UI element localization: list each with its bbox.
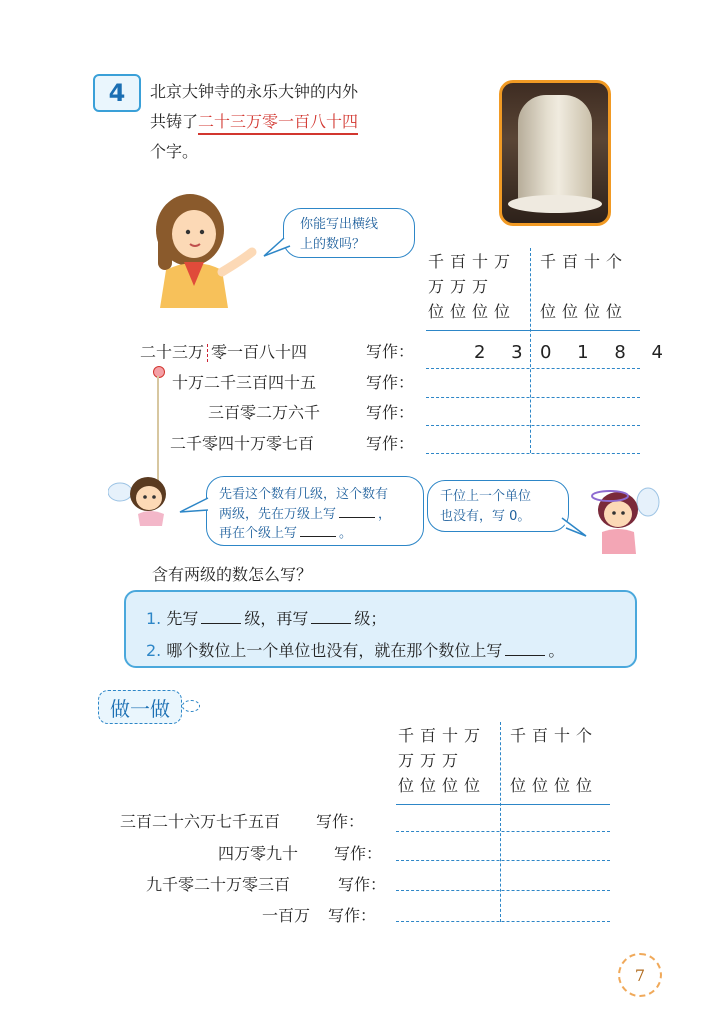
angel-boy-illustration [108, 470, 178, 528]
girl-speech-bubble [283, 208, 415, 258]
practice-ge-spacer [510, 749, 598, 774]
summary-blank-second[interactable] [311, 623, 351, 624]
hint-line2-text: 两级，先在万级上写 [219, 506, 337, 522]
hint-line3 [219, 524, 411, 544]
row1-answer-line [426, 368, 640, 369]
practice-row3-answer-line[interactable] [396, 890, 610, 891]
row1-split-mark [207, 344, 208, 362]
row4-number-words: 二千零四十万零七百 [170, 434, 315, 453]
hint-blank-wan[interactable] [339, 517, 375, 518]
practice-wan-row1: 千百十万 [398, 726, 487, 745]
summary-item2-text-a: 哪个数位上一个单位也没有，就在那个数位上写 [166, 641, 503, 660]
practice-row4-number-words: 一百万 [262, 906, 311, 925]
hint-line1: 先看这个数有几级，这个数有 [219, 487, 389, 502]
row1-ge-digits: 0 1 8 4 [540, 342, 673, 363]
row3-write-label: 写作： [366, 403, 415, 422]
practice-row4-answer-line[interactable] [396, 921, 610, 922]
practice-ge-row3: 位位位位 [510, 775, 599, 795]
row4-answer-line[interactable] [426, 453, 640, 454]
practice-wan-row2: 万万万 [398, 750, 465, 770]
practice-group-divider [500, 722, 501, 922]
hint-bubble-tail [178, 496, 210, 516]
summary-item2 [146, 638, 564, 661]
summary-item2-number: 2. [146, 641, 162, 660]
summary-item1-text-b: 级，再写 [244, 609, 309, 628]
ge-header-row1: 千百十个 [540, 252, 629, 271]
row4-write-label: 写作： [366, 434, 415, 453]
ge-header-spacer [540, 275, 628, 300]
summary-item1-text-a: 先写 [166, 609, 199, 628]
row3-answer-line[interactable] [426, 425, 640, 426]
row2-number-words: 十万二千三百四十五 [172, 373, 317, 392]
practice-row4-write-label: 写作： [328, 906, 377, 925]
summary-item1-text-c: 级； [354, 609, 387, 628]
highlighted-number-words: 二十三万零一百八十四 [198, 112, 358, 135]
practice-row2-answer-line[interactable] [396, 860, 610, 861]
practice-wan-row3: 位位位位 [398, 775, 487, 795]
practice-header-rule [396, 804, 610, 805]
row2-write-label: 写作： [366, 373, 415, 392]
wan-group-header [428, 250, 516, 324]
girl-illustration [148, 190, 258, 308]
bell-rim [508, 195, 602, 213]
hint-speech-bubble [206, 476, 424, 546]
practice-title-badge: 做一做 [98, 690, 182, 724]
example-text-line2 [150, 114, 358, 130]
hint-line3-punct: 。 [339, 526, 353, 541]
row3-number-words: 三百零二万六千 [208, 403, 321, 422]
hint-line3-text: 再在个级上写 [219, 526, 298, 541]
wan-header-row1: 千百十万 [428, 252, 517, 271]
practice-badge-tail [182, 700, 200, 712]
example-text-line3: 个字。 [150, 142, 199, 161]
page-number: 7 [618, 953, 662, 997]
hint-line2-punct: ， [378, 506, 392, 522]
summary-box [124, 590, 637, 668]
practice-row2-number-words: 四万零九十 [218, 844, 299, 863]
summary-item1-number: 1. [146, 609, 162, 628]
row1-write-label: 写作： [366, 342, 415, 361]
row1-wan-digits: 2 3 [474, 342, 533, 363]
example-text-prefix: 共铸了 [150, 112, 199, 131]
angel-girl-illustration [584, 482, 660, 558]
hint-right-line2: 也没有，写 0。 [440, 508, 531, 524]
summary-item1 [146, 606, 386, 629]
practice-row1-answer-line[interactable] [396, 831, 610, 832]
girl-bubble-line1: 你能写出横线 [300, 217, 379, 232]
question-text: 含有两级的数怎么写？ [152, 565, 313, 584]
practice-row1-write-label: 写作： [316, 812, 365, 831]
bell-photo [499, 80, 611, 226]
practice-row3-write-label: 写作： [338, 875, 387, 894]
summary-blank-zero[interactable] [505, 655, 545, 656]
hint-right-line1: 千位上一个单位 [440, 489, 532, 504]
practice-wan-group-header [398, 724, 486, 798]
summary-item2-text-b: 。 [548, 641, 565, 660]
girl-bubble-tail [262, 236, 292, 258]
row1-number-words [140, 344, 307, 362]
practice-row3-number-words: 九千零二十万零三百 [146, 875, 291, 894]
bell-body [518, 95, 592, 203]
ge-group-header [540, 250, 628, 325]
ge-header-row3: 位位位位 [540, 301, 629, 321]
hint-speech-bubble-right [427, 480, 569, 532]
row1-part1: 二十三万 [140, 342, 205, 362]
practice-row1-number-words: 三百二十六万七千五百 [120, 812, 281, 831]
row1-part2: 零一百八十四 [211, 342, 308, 362]
practice-ge-row1: 千百十个 [510, 726, 599, 745]
practice-row2-write-label: 写作： [334, 844, 383, 863]
wan-header-row2: 万万万 [428, 276, 495, 296]
hint-line2 [219, 505, 411, 525]
hint-blank-ge[interactable] [300, 536, 336, 537]
example-text-line1: 北京大钟寺的永乐大钟的内外 [150, 82, 359, 101]
practice-ge-group-header [510, 724, 598, 799]
summary-blank-first[interactable] [201, 623, 241, 624]
example-number-badge: 4 [93, 74, 141, 112]
pointer-tip [153, 366, 165, 378]
girl-bubble-line2: 上的数吗？ [300, 236, 366, 252]
row2-answer-line[interactable] [426, 397, 640, 398]
table-header-rule [426, 330, 640, 331]
wan-header-row3: 位位位位 [428, 301, 517, 321]
